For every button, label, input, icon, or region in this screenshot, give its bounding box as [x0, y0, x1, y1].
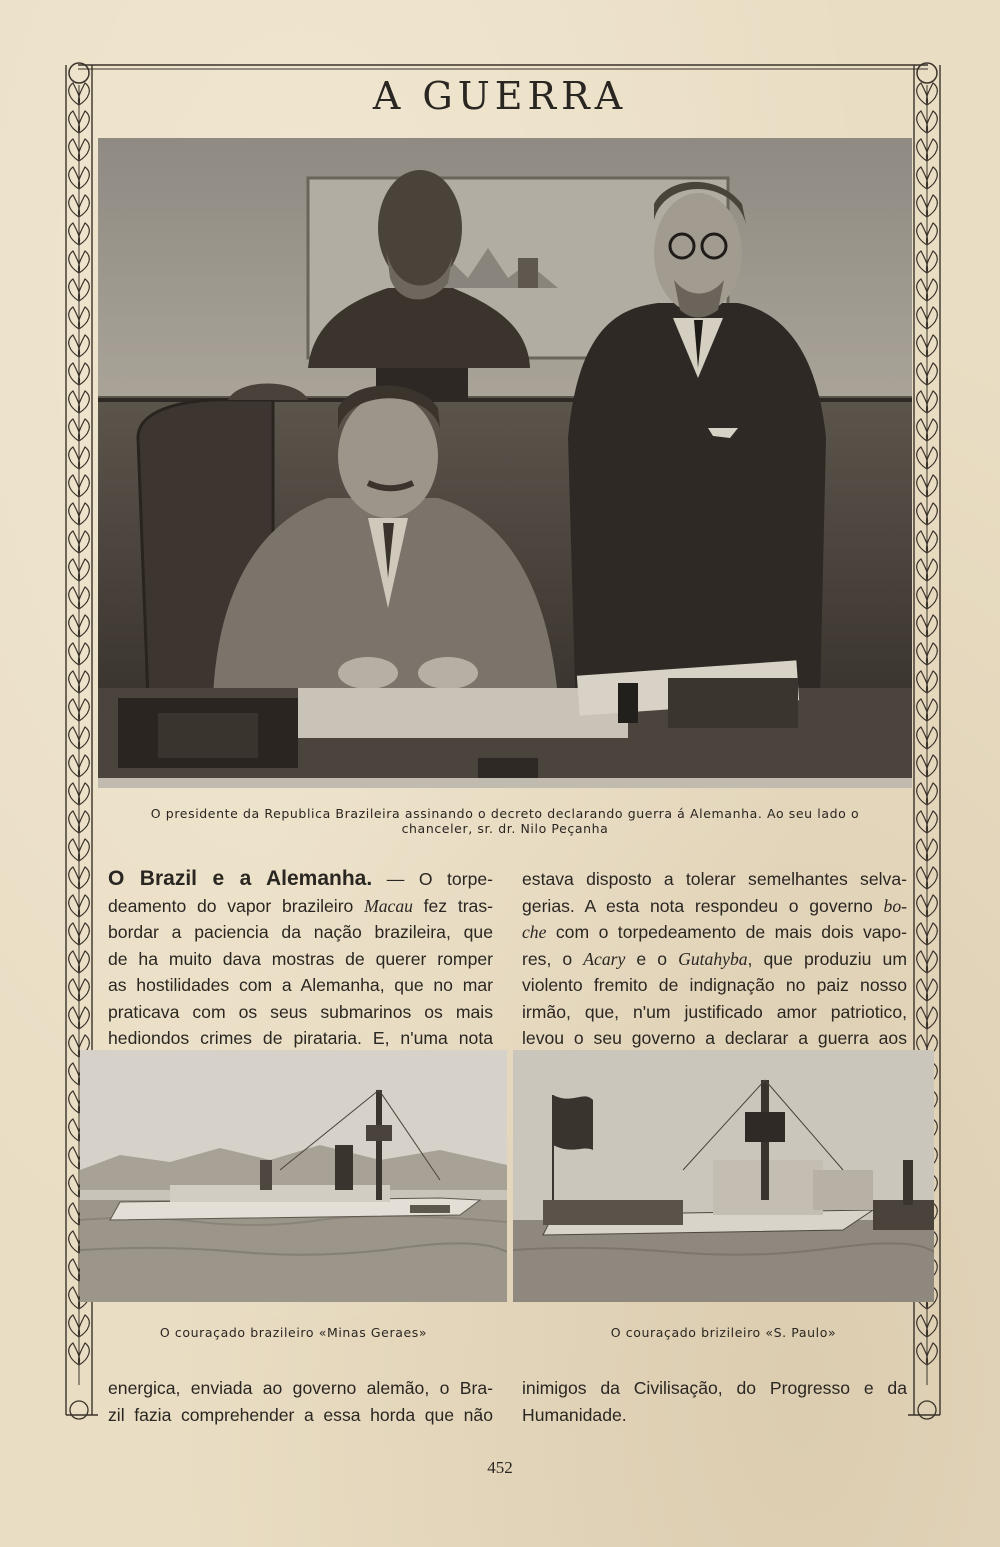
article-line [522, 946, 907, 973]
article-line: irmão, que, n'um justificado amor patriotico, [522, 1001, 907, 1022]
article-line [522, 919, 907, 946]
caption-minas-geraes: O couraçado brazileiro «Minas Geraes» [159, 1325, 428, 1340]
text-run: e o [625, 948, 679, 969]
page-title: A GUERRA [372, 74, 628, 118]
article-line: zil fazia comprehender a essa horda que não [108, 1404, 493, 1425]
article-line: energica, enviada ao governo alemão, o Bra- [108, 1378, 493, 1398]
article-column-3 [108, 1375, 493, 1428]
text-run: fez tras- [412, 895, 494, 916]
text-run-italic: che [522, 922, 547, 942]
ship-name-macau: Macau [364, 895, 413, 916]
article-heading: O Brazil e a Alemanha. [108, 867, 373, 890]
article-column-1 [108, 866, 493, 1052]
article-line: de ha muito dava mostras de querer romper [108, 948, 493, 969]
article-line: Humanidade. [522, 1404, 627, 1425]
text-run: res, o [522, 948, 584, 969]
article-line [522, 893, 907, 920]
main-caption-line-1: O presidente da Republica Brazileira assinando o decreto declarando guerra á Alemanha. Ao seu lado o [150, 806, 860, 821]
text-run-italic: bo- [883, 895, 907, 916]
ship-name-gutahyba: Gutahyba [678, 948, 748, 969]
photo-minas-geraes [80, 1050, 507, 1302]
main-photo-caption [120, 806, 890, 836]
photo-president-signing [98, 138, 912, 788]
main-caption-line-2: chanceler, sr. dr. Nilo Peçanha [401, 821, 609, 836]
ship-name-acary: Acary [583, 948, 626, 969]
text-run: com o torpedeamento de mais dois vapo- [546, 922, 907, 942]
article-line: estava disposto a tolerar semelhantes selva- [522, 869, 907, 889]
article-line [108, 866, 493, 893]
article-line: praticava com os seus submarinos os mais [108, 1001, 493, 1022]
article-line: bordar a paciencia da nação brazileira, que [108, 922, 493, 942]
text-run: — O torpe- [372, 869, 493, 889]
photo-sao-paulo [513, 1050, 934, 1302]
text-run: deamento do vapor brazileiro [108, 895, 365, 916]
article-column-2 [522, 866, 907, 1052]
article-line [108, 893, 493, 920]
article-line: levou o seu governo a declarar a guerra aos [522, 1028, 907, 1048]
article-line: as hostilidades com a Alemanha, que no mar [108, 975, 493, 995]
article-line: hediondos crimes de pirataria. E, n'uma nota [108, 1028, 493, 1048]
text-run: , que produziu um [747, 948, 907, 969]
article-line: violento fremito de indignação no paiz nosso [522, 975, 907, 995]
article-column-4 [522, 1375, 907, 1428]
caption-sao-paulo: O couraçado brizileiro «S. Paulo» [610, 1325, 837, 1340]
text-run: gerias. A esta nota respondeu o governo [522, 895, 884, 916]
page-number: 452 [487, 1458, 513, 1477]
article-line: inimigos da Civilisação, do Progresso e da [522, 1378, 907, 1398]
